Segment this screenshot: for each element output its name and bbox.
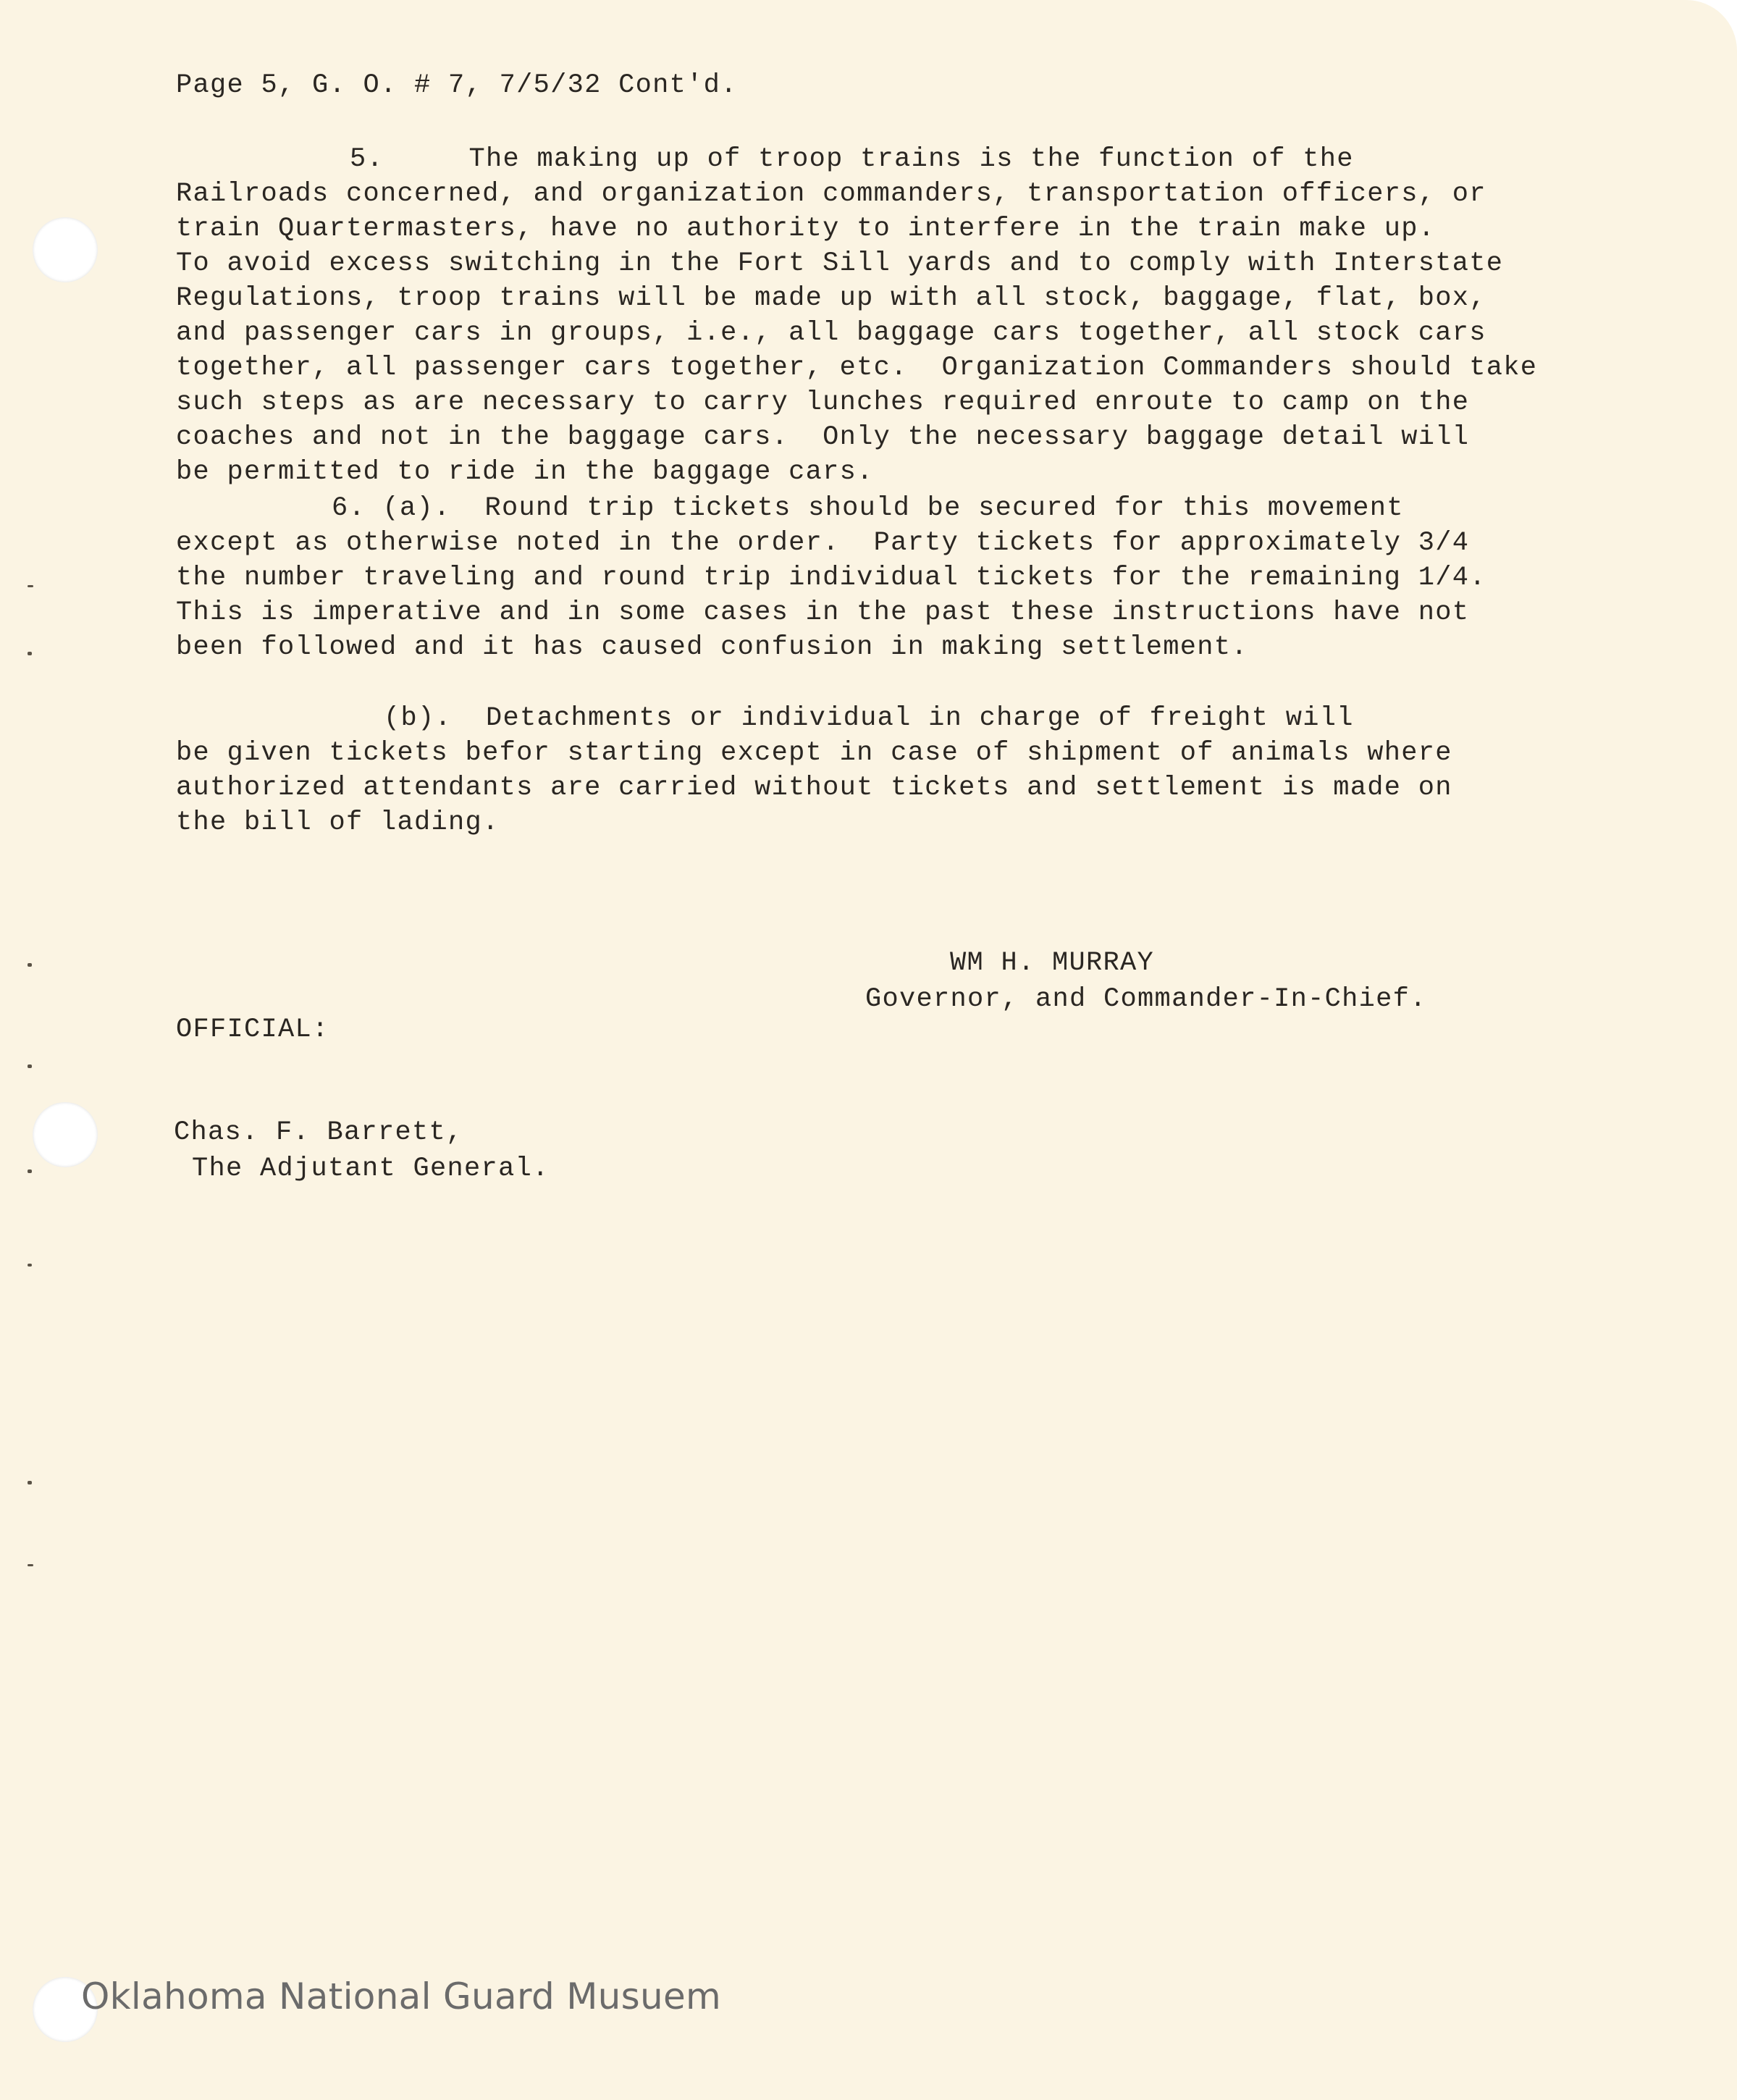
- signatory-title: Governor, and Commander-In-Chief.: [865, 984, 1427, 1015]
- section-6b-line: authorized attendants are carried without tickets and settlement is made on: [176, 773, 1452, 803]
- section-6a-line: 6. (a). Round trip tickets should be secured for this movement: [332, 493, 1404, 524]
- section-6b-line: (b). Detachments or individual in charge of freight will: [384, 703, 1354, 734]
- typed-text: [0, 0, 1538, 1184]
- section-5-line: To avoid excess switching in the Fort Sill yards and to comply with Interstate: [176, 248, 1504, 279]
- margin-mark: [28, 1481, 32, 1484]
- margin-mark: [28, 1264, 32, 1267]
- section-5-line: Regulations, troop trains will be made up with all stock, baggage, flat, box,: [176, 283, 1486, 314]
- page-header: Page 5, G. O. # 7, 7/5/32 Cont'd.: [176, 70, 738, 101]
- section-6a-line: This is imperative and in some cases in the past these instructions have not: [176, 597, 1470, 628]
- section-6a-line: except as otherwise noted in the order. Party tickets for approximately 3/4: [176, 528, 1470, 558]
- section-5-line: Railroads concerned, and organization commanders, transportation officers, or: [176, 179, 1486, 209]
- section-6a-line: been followed and it has caused confusion in making settlement.: [176, 632, 1248, 663]
- museum-watermark: Oklahoma National Guard Musuem: [81, 1975, 722, 2017]
- section-5-line: be permitted to ride in the baggage cars.: [176, 457, 874, 487]
- section-5-line: together, all passenger cars together, etc. Organization Commanders should take: [176, 353, 1538, 383]
- section-6a-line: the number traveling and round trip individual tickets for the remaining 1/4.: [176, 563, 1486, 593]
- section-5-line: train Quartermasters, have no authority to interfere in the train make up.: [176, 214, 1436, 244]
- section-5-line: coaches and not in the baggage cars. Only the necessary baggage detail will: [176, 422, 1470, 453]
- section-5-line: such steps as are necessary to carry lunches required enroute to camp on the: [176, 387, 1470, 418]
- margin-mark: [28, 1169, 32, 1173]
- signatory-name: WM H. MURRAY: [950, 948, 1155, 978]
- official-title: The Adjutant General.: [192, 1154, 550, 1184]
- official-name: Chas. F. Barrett,: [174, 1117, 463, 1148]
- margin-mark: [28, 1564, 33, 1566]
- section-5-line: 5. The making up of troop trains is the function of the: [350, 144, 1354, 175]
- section-5-line: and passenger cars in groups, i.e., all baggage cars together, all stock cars: [176, 318, 1486, 348]
- section-6b-line: be given tickets befor starting except in case of shipment of animals where: [176, 738, 1452, 768]
- official-label: OFFICIAL:: [176, 1015, 329, 1045]
- section-6b-line: the bill of lading.: [176, 807, 500, 838]
